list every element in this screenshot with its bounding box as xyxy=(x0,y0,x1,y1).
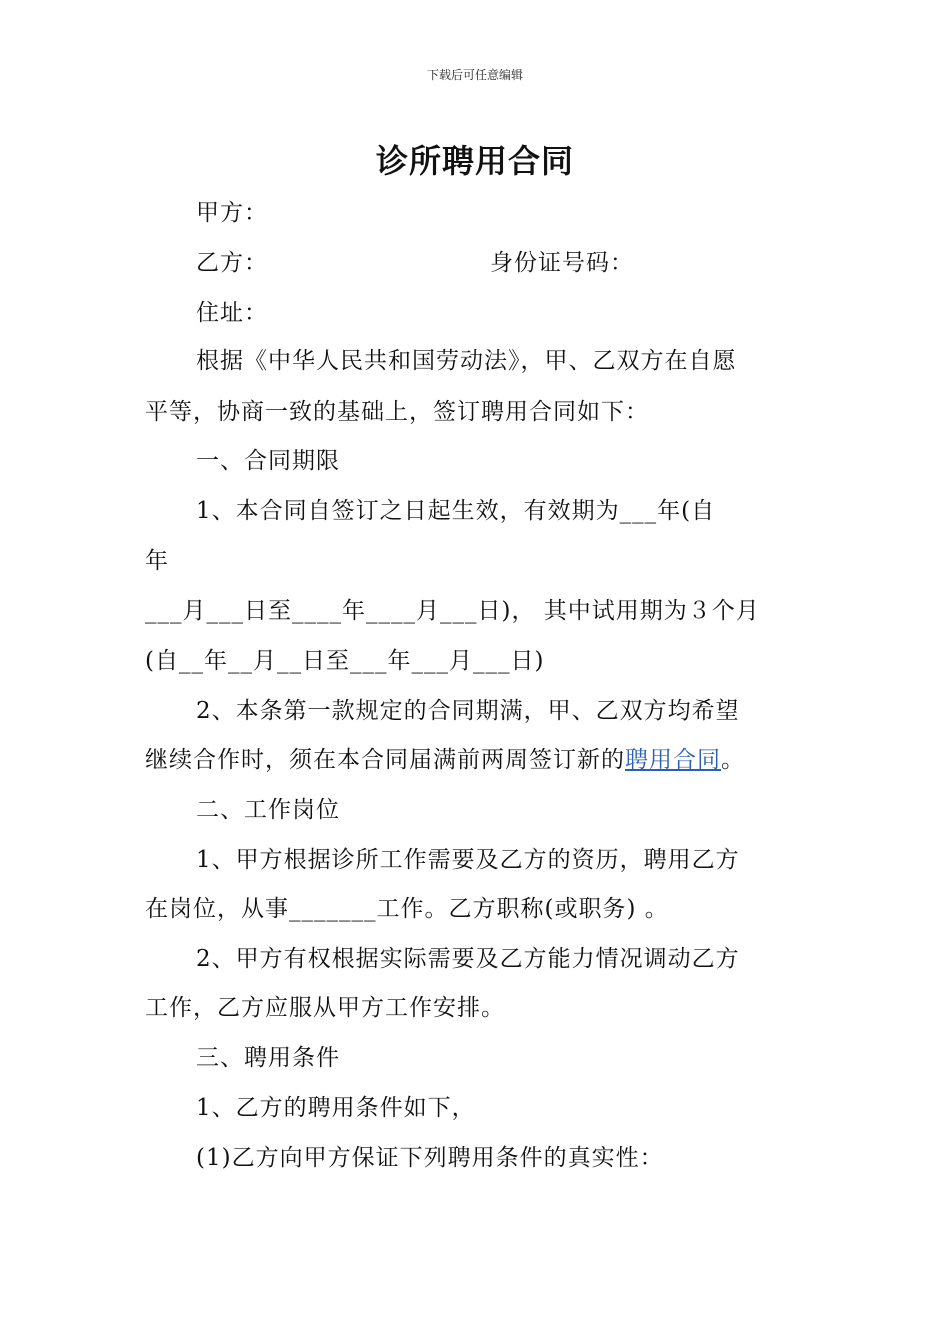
party-a-label: 甲方： xyxy=(196,200,268,226)
party-b-label: 乙方： xyxy=(196,250,268,276)
address-label: 住址： xyxy=(196,300,268,326)
section-1-item-1-line-2: 年 xyxy=(145,548,169,574)
section-3-heading: 三、聘用条件 xyxy=(196,1045,340,1071)
document-title: 诊所聘用合同 xyxy=(375,142,574,180)
section-1-item-2-period: 。 xyxy=(721,747,745,773)
intro-paragraph-line-1: 根据《中华人民共和国劳动法》，甲、乙双方在自愿 xyxy=(196,348,737,374)
section-2-item-2-line-2: 工作，乙方应服从甲方工作安排。 xyxy=(145,995,505,1021)
section-2-heading: 二、工作岗位 xyxy=(196,797,340,823)
section-2-item-1-line-1: 1、甲方根据诊所工作需要及乙方的资历，聘用乙方 xyxy=(196,847,740,873)
section-1-item-1-line-4: (自__年__月__日至___年___月___日) xyxy=(145,648,545,674)
section-1-item-1-line-1: 1、本合同自签订之日起生效，有效期为___年(自 xyxy=(196,498,716,524)
section-1-item-2-line-1: 2、本条第一款规定的合同期满，甲、乙双方均希望 xyxy=(196,698,740,724)
intro-paragraph-line-2: 平等，协商一致的基础上，签订聘用合同如下： xyxy=(145,399,649,425)
employment-contract-link[interactable]: 聘用合同 xyxy=(625,747,721,773)
section-2-item-1-line-2: 在岗位，从事_______工作。乙方职称(或职务) 。 xyxy=(145,896,669,922)
header-note: 下载后可任意编辑 xyxy=(426,68,523,82)
section-1-item-2-text: 继续合作时，须在本合同届满前两周签订新的 xyxy=(145,747,625,773)
section-3-item-1-sub-1: (1)乙方向甲方保证下列聘用条件的真实性： xyxy=(196,1145,664,1171)
section-1-heading: 一、合同期限 xyxy=(196,448,340,474)
id-number-label: 身份证号码： xyxy=(490,250,634,276)
section-2-item-2-line-1: 2、甲方有权根据实际需要及乙方能力情况调动乙方 xyxy=(196,946,740,972)
section-1-item-1-line-3: ___月___日至____年____月___日)， 其中试用期为３个月 xyxy=(145,598,760,624)
section-1-item-2-line-2 xyxy=(145,745,745,775)
section-3-item-1: 1、乙方的聘用条件如下， xyxy=(196,1095,476,1121)
